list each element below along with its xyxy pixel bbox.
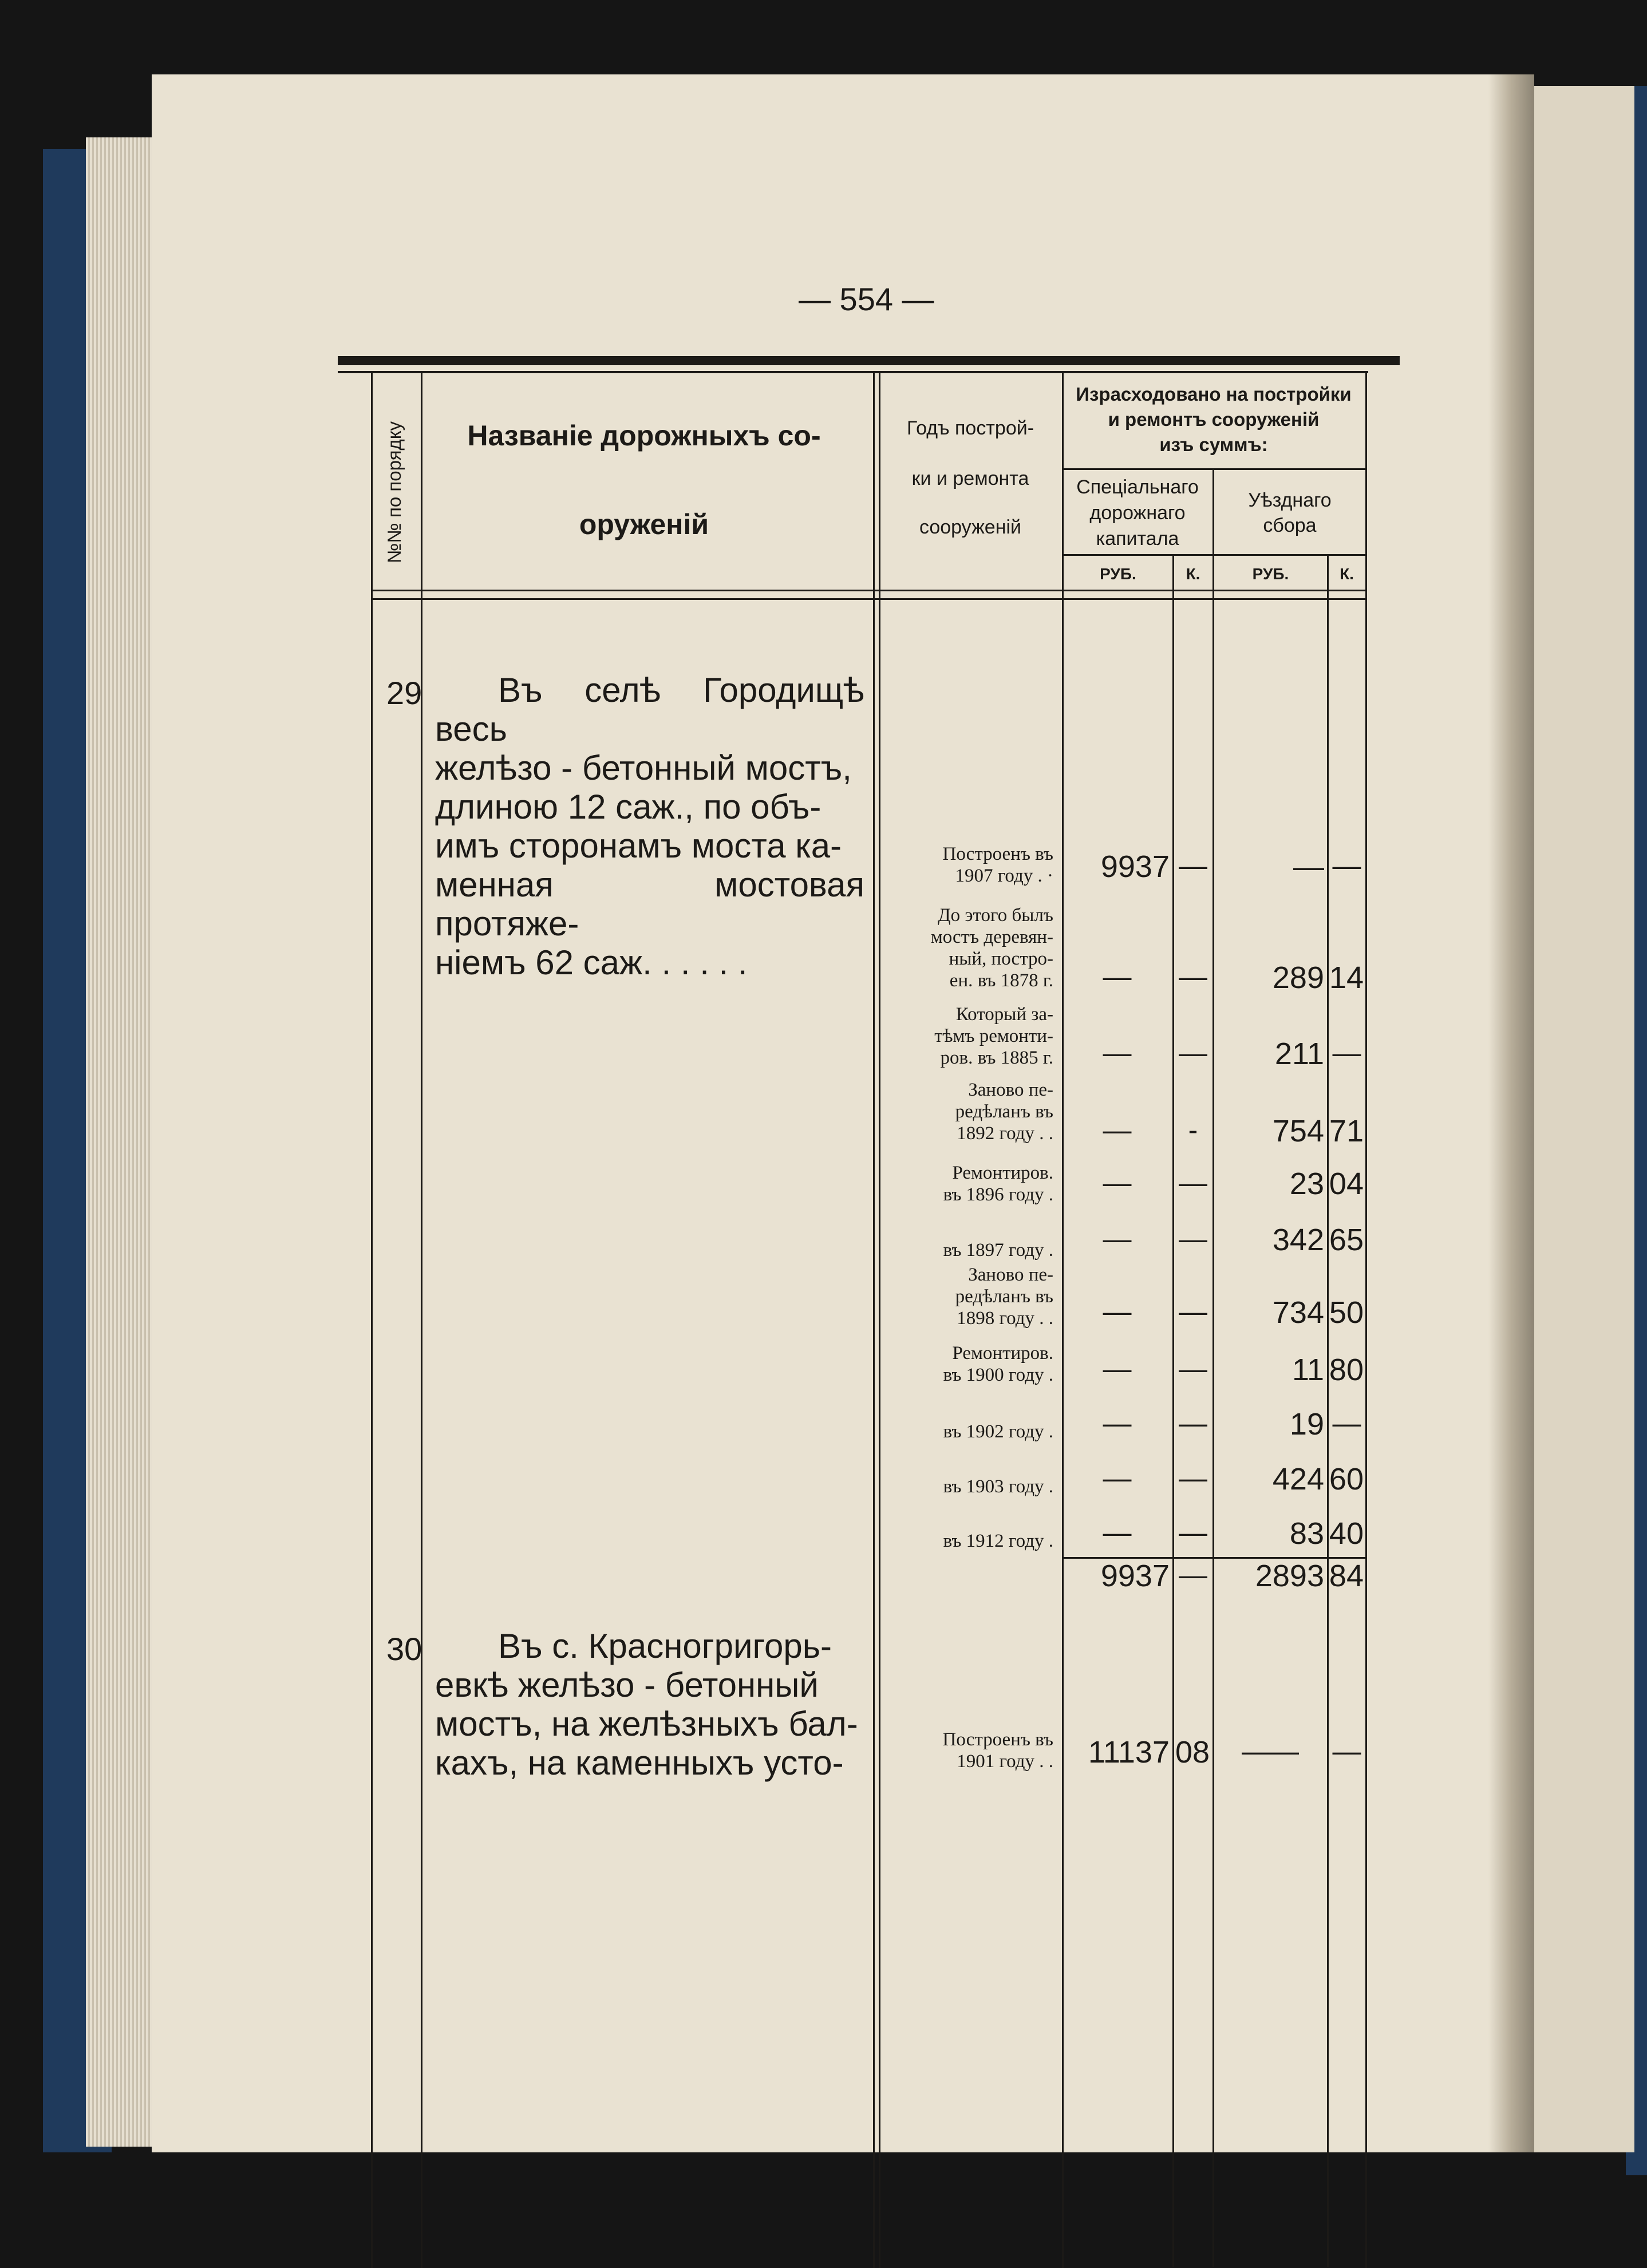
desc-line: евкѣ желѣзо - бетонный	[435, 1666, 819, 1704]
rub-uezd: 19	[1289, 1407, 1324, 1441]
header-spent-line1: Израсходовано на постройки	[1076, 384, 1352, 405]
unit-kop-special: К.	[1186, 565, 1200, 583]
year-cell: въ 1897 году .	[943, 1240, 1053, 1261]
entry-description	[435, 1627, 864, 1783]
rub-uezd: 342	[1272, 1223, 1324, 1257]
kop-special: —	[1179, 1462, 1207, 1494]
page-edges	[86, 137, 160, 2147]
total-kop-special: —	[1179, 1559, 1207, 1591]
facing-page	[1526, 86, 1634, 2152]
desc-line: желѣзо - бетонный мостъ,	[435, 749, 852, 787]
kop-special: —	[1179, 1295, 1207, 1327]
header-year-line2: ки и ремонта	[911, 468, 1029, 489]
desc-line: ніемъ 62 саж. . . . . .	[435, 943, 748, 982]
header-special-line2: дорожнаго	[1089, 502, 1186, 524]
col-line-3b	[879, 373, 880, 2268]
header-uezd-line1: Уѣзднаго	[1248, 489, 1332, 511]
rub-special: —	[1103, 1114, 1132, 1146]
rub-uezd: 734	[1272, 1295, 1324, 1330]
rub-special: 11137	[1088, 1735, 1170, 1769]
rub-special: 9937	[1100, 849, 1170, 884]
table-top-rule	[338, 356, 1400, 365]
header-number-col: №№ по порядку	[384, 421, 405, 563]
header-bottom-rule-2	[371, 598, 1365, 600]
kop-uezd: —	[1332, 1735, 1361, 1767]
col-line-6	[1212, 469, 1214, 2267]
page-number: — 554 —	[799, 281, 934, 317]
desc-line: имъ сторонамъ моста ка-	[435, 827, 842, 865]
unit-kop-uezd: К.	[1340, 565, 1354, 583]
year-cell: въ 1902 году .	[943, 1421, 1053, 1442]
kop-special: —	[1179, 1353, 1207, 1385]
kop-uezd: —	[1332, 1407, 1361, 1439]
entry-description	[435, 671, 864, 982]
col-line-8	[1365, 373, 1367, 2268]
rub-uezd: ——	[1242, 1735, 1299, 1767]
total-kop-uezd: 84	[1329, 1559, 1364, 1593]
rub-special: —	[1103, 1037, 1132, 1069]
kop-uezd: 04	[1329, 1167, 1364, 1201]
year-cell: въ 1912 году .	[943, 1531, 1053, 1551]
kop-special: 08	[1175, 1735, 1210, 1769]
kop-uezd: 14	[1329, 961, 1364, 995]
rub-uezd: 211	[1274, 1037, 1324, 1071]
kop-special: —	[1179, 1167, 1207, 1199]
header-spent-line2: и ремонтъ сооруженій	[1108, 409, 1320, 430]
col-line-1	[371, 373, 373, 2268]
kop-uezd: —	[1332, 1037, 1361, 1069]
rub-uezd: 424	[1272, 1462, 1324, 1496]
page-gutter	[1488, 74, 1534, 2152]
rub-special: —	[1103, 1353, 1132, 1385]
rub-uezd: —	[1293, 849, 1324, 884]
header-name-line2: оруженій	[579, 508, 709, 540]
year-cell: До этого былъ мостъ деревян- ный, постро- ен. въ 1878 г.	[930, 905, 1053, 991]
kop-uezd: —	[1332, 849, 1361, 882]
col-line-2	[421, 373, 422, 2268]
rub-special: —	[1103, 1462, 1132, 1494]
year-cell: Ремонтиров. въ 1896 году .	[943, 1163, 1053, 1205]
unit-rub-uezd: РУБ.	[1252, 565, 1289, 583]
desc-line: кахъ, на каменныхъ усто-	[435, 1744, 844, 1782]
kop-uezd: 65	[1329, 1223, 1364, 1257]
kop-uezd: 60	[1329, 1462, 1364, 1496]
year-cell: Построенъ въ 1901 году . .	[942, 1729, 1053, 1772]
rub-uezd: 11	[1291, 1353, 1324, 1387]
rub-uezd: 754	[1272, 1114, 1324, 1148]
rub-special: —	[1103, 1295, 1132, 1327]
header-year-line3: сооруженій	[919, 516, 1022, 538]
rub-special: —	[1103, 1407, 1132, 1439]
entry-number: 29	[386, 675, 422, 711]
desc-line: Въ с. Красногригорь-	[498, 1627, 832, 1665]
total-rub-uezd: 2893	[1255, 1559, 1324, 1593]
kop-uezd: 50	[1329, 1295, 1364, 1330]
desc-line: Въ селѣ Городищѣ весь	[435, 671, 864, 748]
year-cell: Который за- тѣмъ ремонти- ров. въ 1885 г.	[934, 1004, 1053, 1068]
header-year-line1: Годъ построй-	[906, 417, 1034, 439]
kop-uezd: 40	[1329, 1516, 1364, 1551]
unit-rub-special: РУБ.	[1100, 565, 1136, 583]
kop-special: —	[1179, 1516, 1207, 1548]
kop-special: —	[1179, 1223, 1207, 1255]
table-top-thin-rule	[338, 371, 1368, 373]
header-name-line1: Названіе дорожныхъ со-	[467, 420, 821, 452]
desc-line: длиною 12 саж., по объ-	[435, 788, 821, 826]
year-cell: въ 1903 году .	[943, 1476, 1053, 1497]
rub-uezd: 23	[1289, 1167, 1324, 1201]
header-special-line3: капитала	[1096, 528, 1179, 550]
desc-line: мостъ, на желѣзныхъ бал-	[435, 1705, 858, 1743]
year-cell: Построенъ въ 1907 году . ·	[942, 844, 1053, 886]
header-uezd-line2: сбора	[1263, 515, 1317, 536]
desc-line: менная мостовая протяже-	[435, 866, 864, 943]
kop-special: —	[1179, 1407, 1207, 1439]
year-cell: Заново пе- редѣланъ въ 1898 году . .	[955, 1265, 1053, 1329]
header-spent-line3: изъ суммъ:	[1159, 434, 1268, 455]
rub-special: —	[1103, 961, 1132, 993]
rub-uezd: 83	[1289, 1516, 1324, 1551]
rub-special: —	[1103, 1167, 1132, 1199]
kop-special: —	[1179, 1037, 1207, 1069]
kop-special: -	[1188, 1114, 1198, 1146]
total-rub-special: 9937	[1100, 1559, 1170, 1593]
entry-number: 30	[386, 1631, 422, 1667]
kop-uezd: 71	[1329, 1114, 1364, 1148]
header-special-line1: Спеціальнаго	[1076, 476, 1199, 498]
header-bottom-rule	[371, 590, 1365, 591]
kop-uezd: 80	[1329, 1353, 1364, 1387]
year-cell: Ремонтиров. въ 1900 году .	[943, 1343, 1053, 1385]
kop-special: —	[1179, 849, 1207, 882]
col-line-3	[873, 373, 875, 2268]
rub-special: —	[1103, 1516, 1132, 1548]
kop-special: —	[1179, 961, 1207, 993]
rub-uezd: 289	[1272, 961, 1324, 995]
rub-special: —	[1103, 1223, 1132, 1255]
year-cell: Заново пе- редѣланъ въ 1892 году . .	[955, 1080, 1053, 1144]
col-line-4	[1062, 373, 1064, 2268]
